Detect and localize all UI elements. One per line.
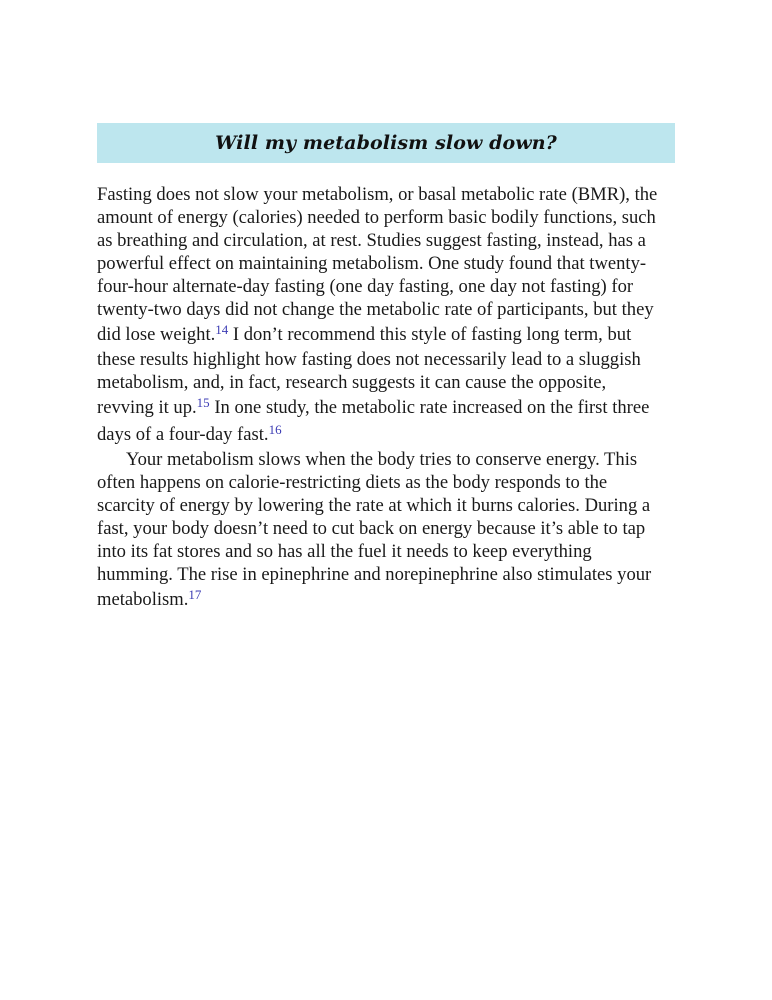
- text-line: [97, 321, 675, 348]
- text-segment: revving it up.: [97, 397, 197, 418]
- text-line: [97, 586, 675, 613]
- text-line: into its fat stores and so has all the fuel it needs to keep everything: [97, 541, 592, 562]
- paragraph-1: [97, 183, 675, 448]
- text-line: amount of energy (calories) needed to perform basic bodily functions, such: [97, 207, 656, 228]
- text-line: Fasting does not slow your metabolism, or basal metabolic rate (BMR), the: [97, 184, 658, 205]
- text-line: twenty-two days did not change the metabolic rate of participants, but they: [97, 299, 654, 320]
- text-line: these results highlight how fasting does not necessarily lead to a sluggish: [97, 349, 641, 370]
- section-heading: Will my metabolism slow down?: [215, 132, 557, 154]
- text-line: as breathing and circulation, at rest. Studies suggest fasting, instead, has a: [97, 230, 646, 251]
- text-segment: I don’t recommend this style of fasting long term, but: [228, 324, 632, 345]
- text-segment: In one study, the metabolic rate increased on the first three: [209, 397, 650, 418]
- footnote-ref-14[interactable]: 14: [215, 322, 229, 337]
- text-line: Your metabolism slows when the body tries to conserve energy. This: [126, 449, 638, 470]
- footnote-ref-15[interactable]: 15: [196, 395, 210, 410]
- section-heading-box: [97, 123, 675, 163]
- text-line: often happens on calorie-restricting diets as the body responds to the: [97, 472, 608, 493]
- text-line: scarcity of energy by lowering the rate at which it burns calories. During a: [97, 495, 651, 516]
- text-line: four-hour alternate-day fasting (one day fasting, one day not fasting) for: [97, 276, 634, 297]
- text-segment: metabolism.: [97, 589, 189, 610]
- text-line: metabolism, and, in fact, research suggests it can cause the opposite,: [97, 372, 607, 393]
- text-segment: days of a four-day fast.: [97, 424, 269, 445]
- paragraph-2: [97, 448, 675, 613]
- text-line: powerful effect on maintaining metabolism. One study found that twenty-: [97, 253, 647, 274]
- text-line: [97, 394, 675, 421]
- footnote-ref-17[interactable]: 17: [188, 587, 202, 602]
- footnote-ref-16[interactable]: 16: [268, 422, 282, 437]
- text-segment: did lose weight.: [97, 324, 216, 345]
- text-line: [97, 421, 675, 448]
- body-text: [97, 183, 675, 613]
- text-line: humming. The rise in epinephrine and norepinephrine also stimulates your: [97, 564, 652, 585]
- text-line: fast, your body doesn’t need to cut back on energy because it’s able to tap: [97, 518, 646, 539]
